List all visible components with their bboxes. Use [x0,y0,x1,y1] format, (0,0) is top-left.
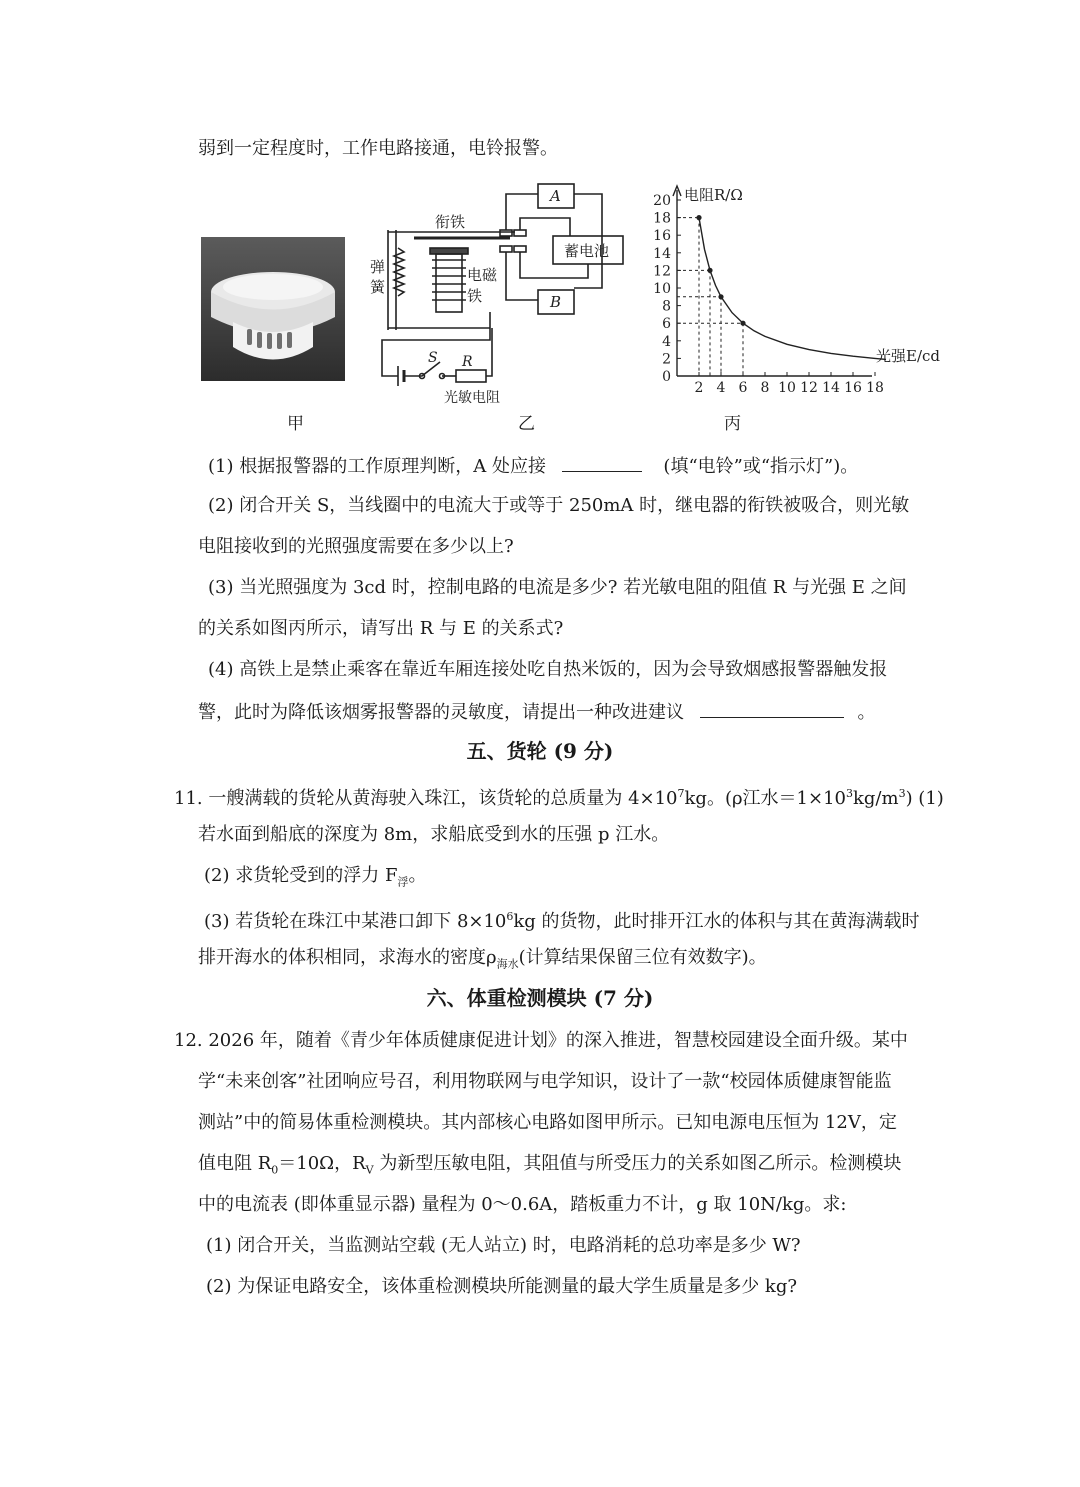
photoresistor-label: 光敏电阻 [444,390,500,405]
q10-part1-text: (1) 根据报警器的工作原理判断，A 处应接 [208,456,546,477]
q12-text-b: ＝10Ω，R [278,1153,366,1174]
q10-part1-hint: (填“电铃”或“指示灯”)。 [663,456,859,477]
q11-part2-end: 。 [408,865,427,886]
chart-y-tick-label: 20 [653,193,671,209]
q11-line5 [198,946,767,977]
resistance-light-chart [640,178,950,400]
intro-line: 弱到一定程度时，工作电路接通，电铃报警。 [198,138,558,159]
q10-part4-answer-blank[interactable] [700,699,844,718]
q12-line4 [198,1152,901,1183]
q12-text-c: 为新型压敏电阻，其阻值与所受压力的关系如图乙所示。检测模块 [373,1153,902,1174]
armature-label: 衔铁 [435,213,466,231]
q11-exp-2: 3 [846,787,853,800]
chart-y-tick-label: 12 [653,263,671,280]
chart-y-tick-label: 14 [653,245,671,262]
q11-exp-3: 3 [898,787,906,800]
chart-data-point [707,268,712,273]
box-a-label: A [550,187,561,205]
q10-part3-line1: (3) 当光照强度为 3cd 时，控制电路的电流是多少? 若光敏电阻的阻值 R 与光强 E 之间 [208,577,907,598]
q10-part1-answer-blank[interactable] [562,453,642,472]
chart-y-tick-label: 0 [662,369,671,385]
figure-label-yi: 乙 [518,414,535,434]
chart-x-tick-label: 14 [822,380,840,396]
spring-label-2: 簧 [370,278,386,296]
box-b-label: B [550,293,562,311]
q11-exp-1: 7 [677,787,685,800]
q10-part3-line2: 的关系如图丙所示，请写出 R 与 E 的关系式? [198,618,564,639]
q10-part4-text: 警，此时为降低该烟雾报警器的灵敏度，请提出一种改进建议 [198,702,684,723]
figure-label-bing: 丙 [724,414,741,434]
chart-x-tick-label: 12 [800,380,818,396]
chart-y-tick-label: 4 [662,333,671,350]
spring-label-1: 弹 [370,258,386,276]
chart-x-tick-label: 2 [694,380,704,396]
chart-x-tick-label: 10 [778,380,796,396]
q11-text-b: kg。(ρ江水＝1×10 [684,788,846,809]
q12-r0-sub: 0 [271,1163,279,1177]
q10-part4-line1: (4) 高铁上是禁止乘客在靠近车厢连接处吃自热米饭的，因为会导致烟感报警器触发报 [208,659,888,680]
q11-line3 [204,864,426,895]
q12-line2: 学“未来创客”社团响应号召，利用物联网与电学知识，设计了一款“校园体质健康智能监 [198,1071,892,1092]
chart-y-tick-label: 6 [662,316,671,333]
q11-part3-exp: 6 [506,910,514,923]
chart-x-label: 光强E/cd [876,347,941,365]
q11-part3-text-a: (3) 若货轮在珠江中某港口卸下 8×10 [204,911,507,932]
chart-series-line [699,218,886,360]
q11-part3-text-b: kg 的货物，此时排开江水的体积与其在黄海满载时 [513,911,920,932]
q12-text-a: 值电阻 R [198,1153,272,1174]
figure-label-jia: 甲 [287,414,304,434]
chart-data-point [718,294,723,299]
q12-line3: 测站”中的简易体重检测模块。其内部核心电路如图甲所示。已知电源电压恒为 12V，定 [198,1112,897,1133]
chart-y-label: 电阻R/Ω [684,186,743,204]
q11-text-d: ) (1) [905,788,944,809]
smoke-detector-photo [201,237,345,381]
chart-x-tick-label: 18 [866,380,884,396]
chart-data-point [696,215,701,220]
chart-y-tick-label: 18 [653,210,671,227]
resistor-label: R [462,354,473,370]
relay-circuit-diagram [370,180,640,405]
q12-rv-sub: V [365,1163,374,1177]
q12-line5: 中的电流表 (即体重显示器) 量程为 0～0.6A，踏板重力不计，g 取 10N/kg。求: [198,1194,847,1215]
battery-label: 蓄电池 [564,242,610,260]
q12-line1: 12. 2026 年，随着《青少年体质健康促进计划》的深入推进，智慧校园建设全面升级。某中 [174,1030,908,1051]
q10-part4-end: 。 [857,702,876,723]
chart-y-tick-label: 2 [662,351,671,368]
electromagnet-label-2: 铁 [467,287,483,305]
chart-x-tick-label: 6 [738,380,748,396]
q10-part2-line2: 电阻接收到的光照强度需要在多少以上? [198,536,514,557]
chart-y-tick-label: 8 [662,298,671,315]
q11-part3-text-d: (计算结果保留三位有效数字)。 [518,947,767,968]
q11-part3-text-c: 排开海水的体积相同，求海水的密度ρ [198,947,497,968]
chart-x-tick-label: 4 [716,380,726,396]
q11-text-c: kg/m [853,788,899,809]
q11-part2-text: (2) 求货轮受到的浮力 F [204,865,398,886]
chart-y-tick-label: 16 [653,228,671,245]
q11-line1 [174,782,944,811]
q11-line4 [204,905,920,934]
chart-x-tick-label: 16 [844,380,862,396]
chart-y-tick-label: 10 [653,281,671,297]
q10-part4-line2 [198,699,875,725]
switch-label: S [428,350,438,366]
q10-part2-line1: (2) 闭合开关 S，当线圈中的电流大于或等于 250mA 时，继电器的衔铁被吸合，则光敏 [208,495,910,516]
section-5-heading: 五、货轮 (9 分) [466,739,614,763]
q12-line6: (1) 闭合开关，当监测站空载 (无人站立) 时，电路消耗的总功率是多少 W? [206,1235,801,1256]
section-6-heading: 六、体重检测模块 (7 分) [426,986,654,1010]
q11-buoyancy-sub: 浮 [397,875,409,889]
chart-data-point [740,321,745,326]
q10-part1 [208,453,858,479]
q12-line7: (2) 为保证电路安全，该体重检测模块所能测量的最大学生质量是多少 kg? [206,1276,798,1297]
q11-density-sub: 海水 [496,957,519,971]
q11-line2: 若水面到船底的深度为 8m，求船底受到水的压强 p 江水。 [198,824,670,845]
q11-text-a: 11. 一艘满载的货轮从黄海驶入珠江，该货轮的总质量为 4×10 [174,788,678,809]
chart-x-tick-label: 8 [760,380,770,396]
electromagnet-label-1: 电磁 [467,266,498,284]
